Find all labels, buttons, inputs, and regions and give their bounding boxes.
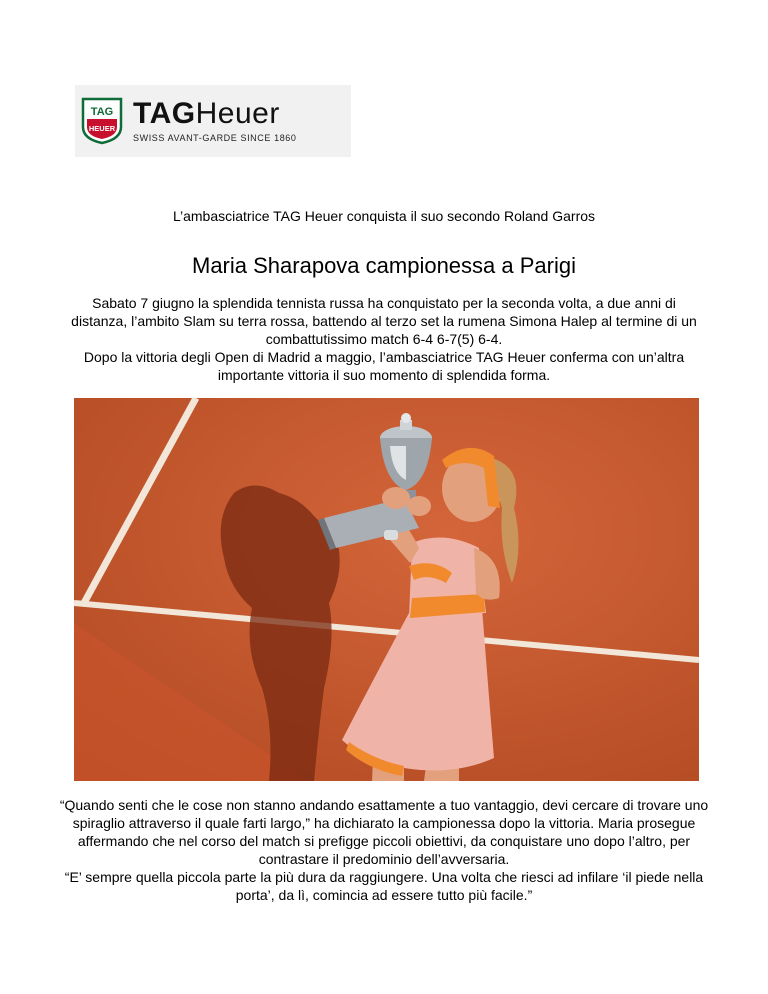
article-subtitle: L’ambasciatrice TAG Heuer conquista il suo secondo Roland Garros bbox=[172, 208, 596, 224]
tag-heuer-shield-icon bbox=[81, 97, 123, 145]
brand-tagline: SWISS AVANT-GARDE SINCE 1860 bbox=[133, 133, 297, 143]
intro-text bbox=[66, 294, 702, 384]
photo-illustration bbox=[74, 398, 699, 781]
intro-paragraph-2: Dopo la vittoria degli Open di Madrid a maggio, l’ambasciatrice TAG Heuer conferma con un’altra importante vittoria il suo momento di splendida forma. bbox=[83, 349, 685, 383]
tennis-champion-photo bbox=[74, 398, 699, 781]
brand-heuer: Heuer bbox=[195, 97, 280, 130]
intro-paragraph-1: Sabato 7 giugno la splendida tennista russa ha conquistato per la seconda volta, a due anni di distanza, l’ambito Slam su terra rossa, battendo al terzo set la rumena Simona Halep al termine di un combattutissimo match 6-4 6-7(5) 6-4. bbox=[71, 295, 697, 347]
tag-heuer-logo bbox=[75, 85, 351, 157]
brand-tag: TAG bbox=[133, 97, 196, 130]
article-headline: Maria Sharapova campionessa a Parigi bbox=[192, 253, 576, 278]
shield-bottom-text: HEUER bbox=[88, 124, 116, 133]
quote-paragraph-2: “E’ sempre quella piccola parte la più dura da raggiungere. Una volta che riesci ad infilare ‘il piede nella porta’, da lì, comincia ad essere tutto più facile.” bbox=[64, 869, 704, 903]
brand-name bbox=[133, 99, 297, 129]
shield-top-text: TAG bbox=[90, 106, 114, 118]
watch-icon bbox=[384, 530, 398, 540]
quote-text bbox=[58, 796, 710, 904]
quote-paragraph-1: “Quando senti che le cose non stanno andando esattamente a tuo vantaggio, devi cercare di trovare uno spiraglio attraverso il quale farti largo,” ha dichiarato la campionessa dopo la vittoria. Maria prosegue affermando che nel corso del match si prefigge piccoli obiettivi, da conquistare uno dopo l’altro, per contrastare il predominio dell’avversaria. bbox=[59, 797, 709, 867]
